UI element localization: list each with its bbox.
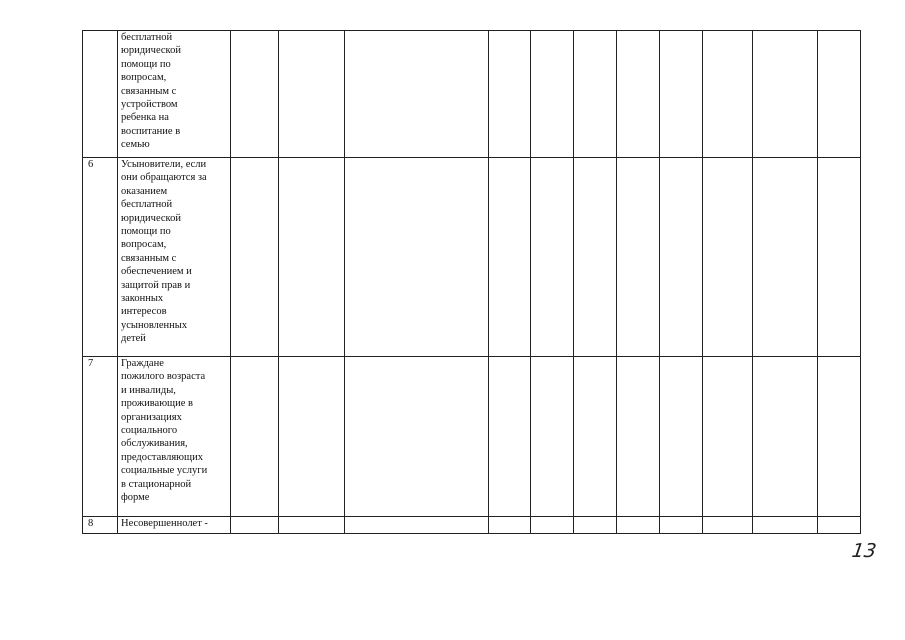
table-cell — [231, 31, 279, 158]
table-cell — [231, 357, 279, 517]
table-cell — [279, 158, 345, 357]
row-number: 8 — [83, 517, 118, 534]
row-number: 6 — [83, 158, 118, 357]
table-cell — [531, 517, 574, 534]
row-description: Несовершеннолет - — [118, 517, 231, 534]
page-number: 13 — [850, 540, 878, 562]
table-cell — [531, 357, 574, 517]
table-cell — [753, 357, 818, 517]
table-row — [83, 357, 861, 517]
row-number — [83, 31, 118, 158]
table-cell — [660, 158, 703, 357]
table-cell — [489, 158, 531, 357]
table-cell — [574, 517, 617, 534]
table-cell — [489, 31, 531, 158]
table-cell — [703, 357, 753, 517]
table-cell — [703, 31, 753, 158]
table-row — [83, 158, 861, 357]
table-cell — [753, 158, 818, 357]
table-cell — [617, 517, 660, 534]
table-cell — [345, 517, 489, 534]
table-cell — [753, 517, 818, 534]
table-cell — [231, 158, 279, 357]
table-cell — [818, 517, 861, 534]
table-cell — [279, 31, 345, 158]
table-cell — [574, 357, 617, 517]
table-cell — [279, 357, 345, 517]
table-cell — [617, 31, 660, 158]
row-description: Граждане пожилого возраста и инвалиды, проживающие в организациях социального обслуживания, предоставляющих социальные услуги в стационарной форме — [118, 357, 231, 517]
table-cell — [531, 158, 574, 357]
table-cell — [617, 357, 660, 517]
table-cell — [531, 31, 574, 158]
table-cell — [818, 158, 861, 357]
table-cell — [660, 517, 703, 534]
data-table — [82, 30, 861, 534]
table-cell — [345, 31, 489, 158]
row-description: бесплатной юридической помощи по вопросам, связанным с устройством ребенка на воспитание в семью — [118, 31, 231, 158]
table-cell — [660, 357, 703, 517]
table-cell — [279, 517, 345, 534]
table-cell — [489, 357, 531, 517]
table-cell — [703, 158, 753, 357]
table-row — [83, 517, 861, 534]
table-cell — [660, 31, 703, 158]
row-number: 7 — [83, 357, 118, 517]
table-cell — [617, 158, 660, 357]
table-cell — [703, 517, 753, 534]
table-cell — [818, 31, 861, 158]
table-row — [83, 31, 861, 158]
table-cell — [489, 517, 531, 534]
table-cell — [231, 517, 279, 534]
table-cell — [574, 158, 617, 357]
table-cell — [818, 357, 861, 517]
row-description: Усыновители, если они обращаются за оказанием бесплатной юридической помощи по вопросам, связанным с обеспечением и защитой прав и законных интересов усыновленных детей — [118, 158, 231, 357]
table-cell — [574, 31, 617, 158]
table-cell — [345, 158, 489, 357]
table-cell — [345, 357, 489, 517]
table-cell — [753, 31, 818, 158]
